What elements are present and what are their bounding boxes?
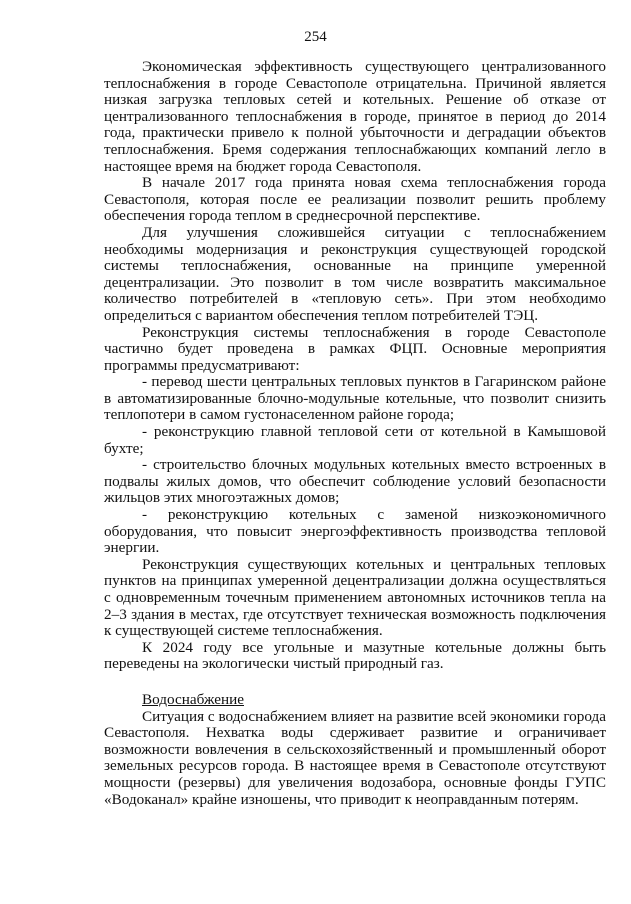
body-text: [104, 59, 606, 808]
paragraph-decentralization: Реконструкция существующих котельных и центральных тепловых пунктов на принципах умеренной децентрализации должна осуществляться с одновременным точечным применением автономных источников тепла на 2–3 здания в местах, где отсутствует техническая возможность подключения к существующей системе теплоснабжения.: [104, 555, 606, 640]
list-item-boiler-reconstruction: - реконструкцию котельных с заменой низкоэкономичного оборудования, что повысит энергоэффективность производства тепловой энергии.: [104, 506, 606, 557]
list-item-kamyshovaya: - реконструкцию главной тепловой сети от котельной в Камышовой бухте;: [104, 423, 606, 457]
paragraph-economic-efficiency: Экономическая эффективность существующего централизованного теплоснабжения в городе Севастополе отрицательна. Причиной является низкая загрузка тепловых сетей и котельных. Решение об отказе от централизованного теплоснабжения в городе, принятое в период до 2014 года, практически привело к полной убыточности и деградации объектов теплоснабжения. Бремя содержания теплоснабжающих компаний легло в настоящее время на бюджет города Севастополя.: [104, 58, 606, 175]
paragraph-new-scheme-2017: В начале 2017 года принята новая схема теплоснабжения города Севастополя, которая после ее реализации позволит решить проблему обеспечения города теплом в среднесрочной перспективе.: [104, 174, 606, 225]
page-number: 254: [304, 29, 327, 45]
paragraph-modernization: Для улучшения сложившейся ситуации с теплоснабжением необходимы модернизация и реконструкция существующей городской системы теплоснабжения, основанные на принципе умеренной децентрализации. Это позволит в том числе возвратить максимальное количество потребителей в «тепловую сеть». При этом необходимо определиться с вариантом обеспечения теплом потребителей ТЭЦ.: [104, 223, 606, 324]
section-heading-water-supply: Водоснабжение: [142, 690, 244, 708]
paragraph-water-supply: Ситуация с водоснабжением влияет на развитие всей экономики города Севастополя. Нехватка воды сдерживает развитие и ограничивает возможности вовлечения в сельскохозяйственный и промышленный оборот земельных ресурсов города. В настоящее время в Севастополе отсутствуют мощности (резервы) для увеличения водозабора, основные фонды ГУПС «Водоканал» крайне изношены, что приводит к неоправданным потерям.: [104, 707, 606, 808]
list-item-gagarinsky: - перевод шести центральных тепловых пунктов в Гагаринском районе в автоматизированные блочно-модульные котельные, что позволит снизить теплопотери в самом густонаселенном районе города;: [104, 373, 606, 424]
paragraph-reconstruction-fcp: Реконструкция системы теплоснабжения в городе Севастополе частично будет проведена в рамках ФЦП. Основные мероприятия программы предусматривают:: [104, 323, 606, 374]
paragraph-gas-2024: К 2024 году все угольные и мазутные котельные должны быть переведены на экологически чистый природный газ.: [104, 638, 606, 673]
list-item-modular-boilers: - строительство блочных модульных котельных вместо встроенных в подвалы жилых домов, что обеспечит соблюдение условий безопасности жильцов этих многоэтажных домов;: [104, 456, 606, 507]
